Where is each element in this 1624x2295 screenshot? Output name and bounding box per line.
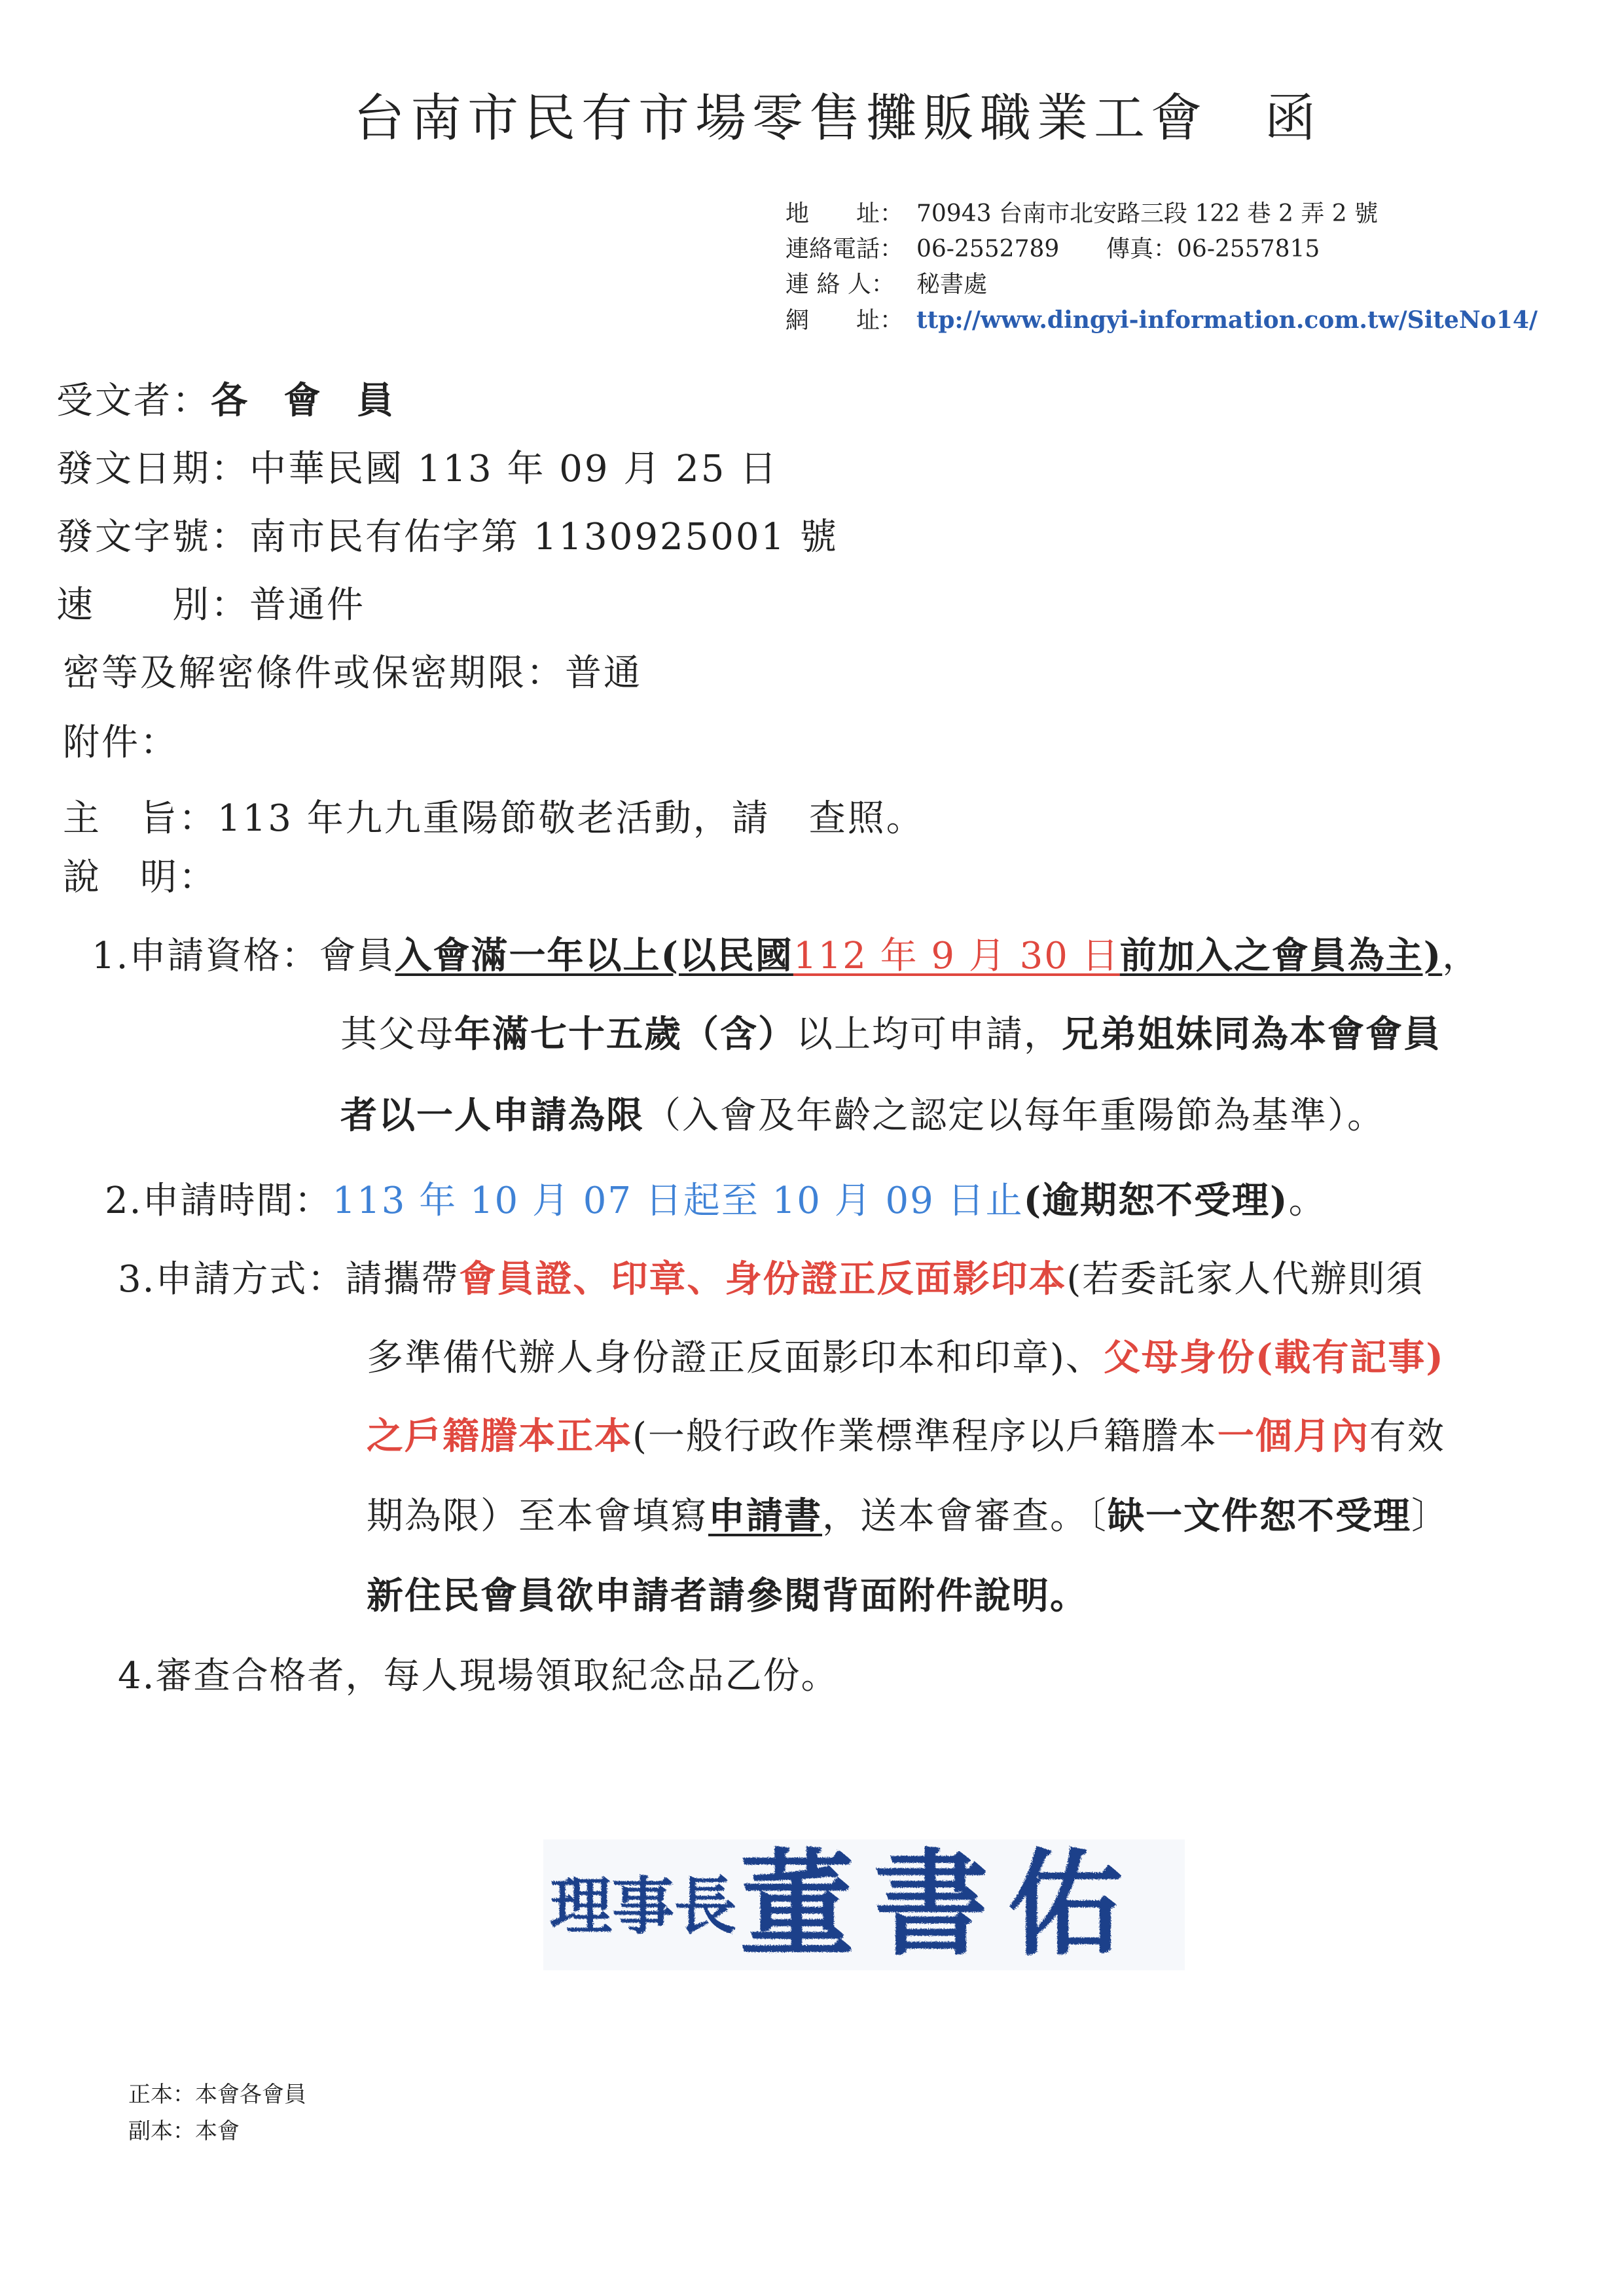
website-link[interactable]: ttp://www.dingyi-information.com.tw/SiteNo14/ [916,306,1538,334]
original-recipients: 正本：本會各會員 [128,2082,306,2108]
item-3-line-4: 期為限）至本會填寫申請書，送本會審查。〔缺一文件恕不受理〕 [367,1494,1449,1538]
item-1-line-3: 者以一人申請為限（入會及年齡之認定以每年重陽節為基準）。 [340,1094,1385,1137]
contact-person: 連 絡 人： 秘書處 [785,271,988,298]
subject-line: 主 旨：113 年九九重陽節敬老活動，請 查照。 [63,797,925,840]
explanation-heading: 說 明： [63,856,217,899]
document-title: 台南市民有市場零售攤販職業工會 函 [353,89,1322,148]
contact-phone: 連絡電話： 06-2552789 傳真：06-2557815 [785,236,1320,262]
contact-address: 地 址： 70943 台南市北安路三段 122 巷 2 弄 2 號 [785,200,1379,227]
secrecy-line: 密等及解密條件或保密期限：普通 [63,652,642,695]
contact-block [785,196,1538,338]
document-number-line: 發文字號：南市民有佑字第 1130925001 號 [56,516,839,558]
issue-date-line: 發文日期：中華民國 113 年 09 月 25 日 [56,448,779,490]
chairman-name: 董書佑 [740,1837,1142,1972]
item-1-line-1: 1.申請資格：會員入會滿一年以上(以民國112 年 9 月 30 日前加入之會員為主)， [92,934,1481,977]
copies-block [128,2076,306,2150]
item-3-line-5: 新住民會員欲申請者請參閱背面附件說明。 [367,1574,1088,1617]
speed-line: 速 別：普通件 [56,584,365,626]
contact-website: 網 址： ttp://www.dingyi-information.com.tw/SiteNo14/ [785,306,1538,334]
copy-recipients: 副本：本會 [128,2118,240,2144]
attachment-line: 附件： [63,721,179,764]
item-3-line-1: 3.申請方式：請攜帶會員證、印章、身份證正反面影印本(若委託家人代辦則須 [118,1257,1424,1301]
item-2-line: 2.申請時間：113 年 10 月 07 日起至 10 月 09 日止(逾期恕不受理)。 [105,1179,1327,1222]
item-3-line-3: 之戶籍謄本正本(一般行政作業標準程序以戶籍謄本一個月內有效 [367,1415,1445,1458]
item-4-line: 4.審查合格者，每人現場領取紀念品乙份。 [118,1655,839,1697]
chairman-title: 理事長 [550,1870,737,1943]
item-1-line-2: 其父母年滿七十五歲（含）以上均可申請，兄弟姐妹同為本會會員 [340,1013,1441,1056]
chairman-signature-image [537,1826,1191,1983]
item-3-line-2: 多準備代辦人身份證正反面影印本和印章)、父母身份(載有記事) [367,1336,1445,1379]
recipient-line: 受文者：各 會 員 [56,379,405,422]
signature-stamp [537,1826,1191,1983]
